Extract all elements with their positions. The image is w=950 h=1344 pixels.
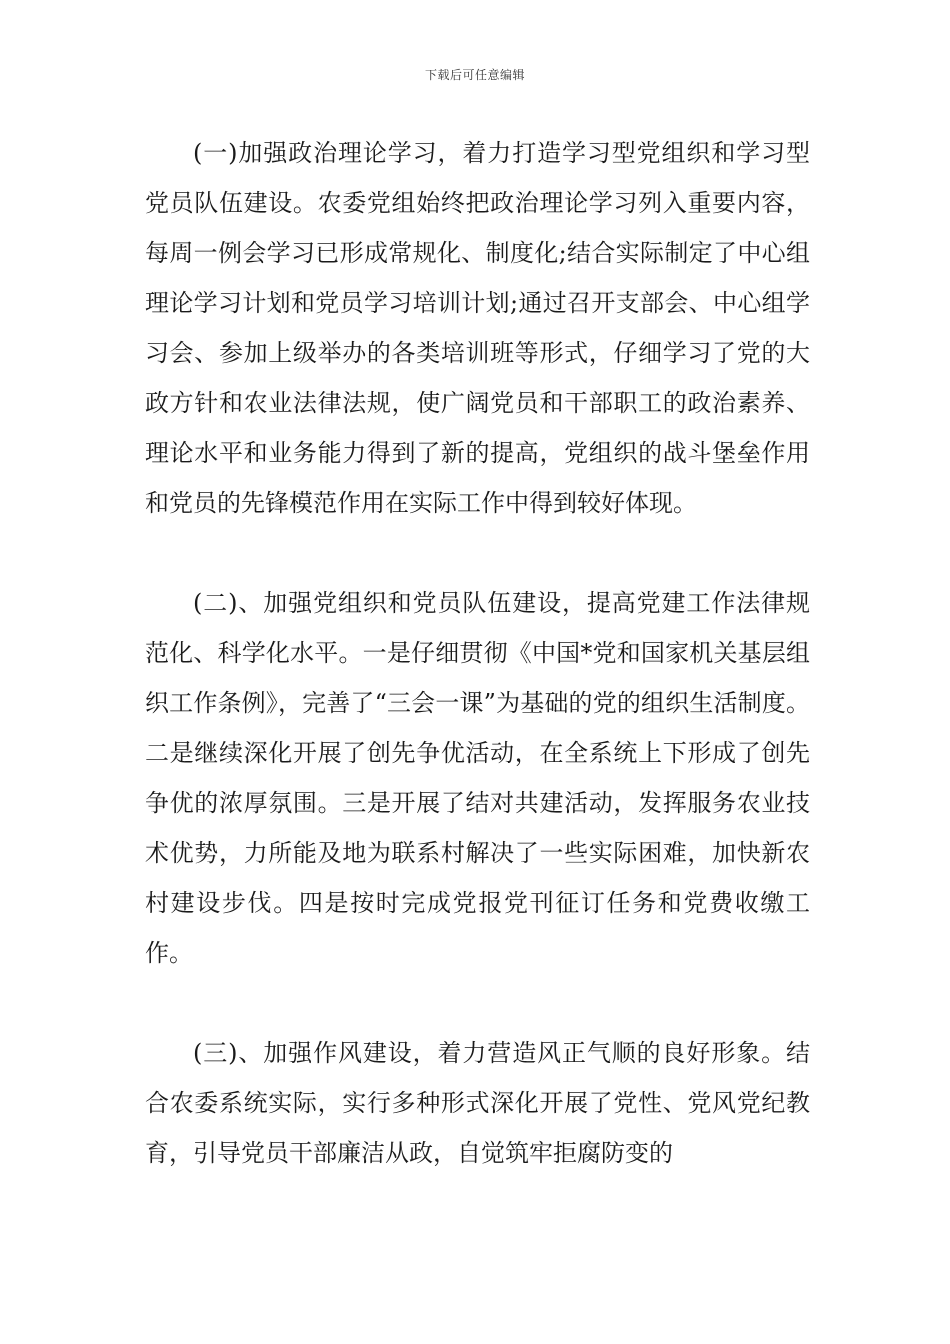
page-header-note: 下载后可任意编辑 bbox=[424, 68, 525, 82]
paragraph-2: (二)、加强党组织和党员队伍建设，提高党建工作法律规范化、科学化水平。一是仔细贯彻《中国*党和国家机关基层组织工作条例》，完善了“三会一课”为基础的党的组织生活制度。二是继续深化开展了创先争优活动，在全系统上下形成了创先争优的浓厚氛围。三是开展了结对共建活动，发挥服务农业技术优势，力所能及地为联系村解决了一些实际困难，加快新农村建设步伐。四是按时完成党报党刊征订任务和党费收缴工作。 bbox=[145, 589, 810, 967]
paragraph-3: (三)、加强作风建设，着力营造风正气顺的良好形象。结合农委系统实际，实行多种形式深化开展了党性、党风党纪教育，引导党员干部廉洁从政，自觉筑牢拒腐防变的 bbox=[145, 1039, 810, 1167]
document-body bbox=[145, 128, 810, 1178]
paragraph-1: (一)加强政治理论学习，着力打造学习型党组织和学习型党员队伍建设。农委党组始终把政治理论学习列入重要内容，每周一例会学习已形成常规化、制度化;结合实际制定了中心组理论学习计划和党员学习培训计划;通过召开支部会、中心组学习会、参加上级举办的各类培训班等形式，仔细学习了党的大政方针和农业法律法规，使广阔党员和干部职工的政治素养、理论水平和业务能力得到了新的提高，党组织的战斗堡垒作用和党员的先锋模范作用在实际工作中得到较好体现。 bbox=[145, 139, 810, 517]
